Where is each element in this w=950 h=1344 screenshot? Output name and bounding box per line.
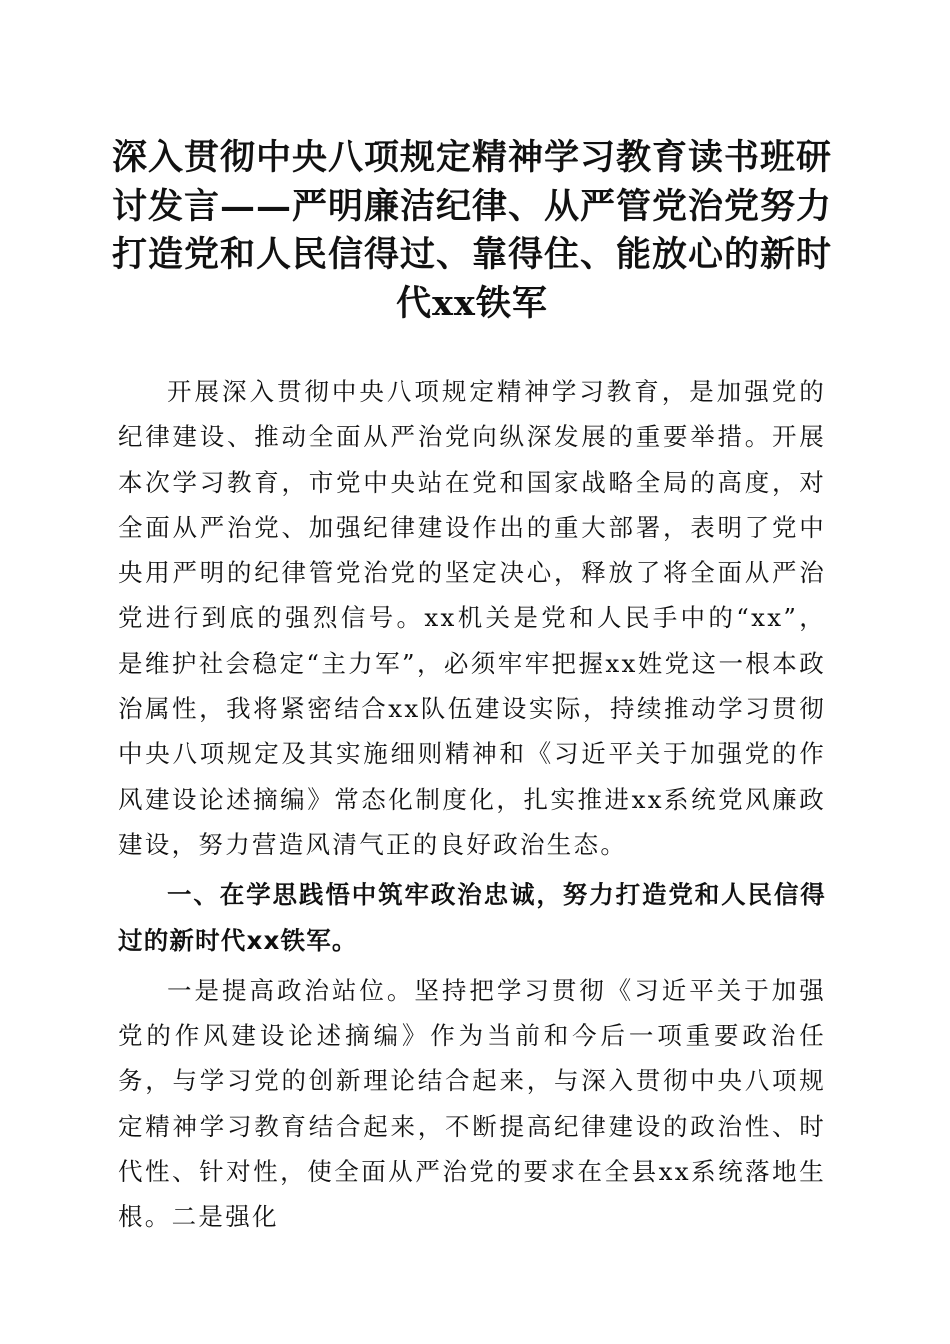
section-heading-1: 一、在学思践悟中筑牢政治忠诚，努力打造党和人民信得过的新时代xx铁军。 [118,880,826,955]
intro-paragraph: 开展深入贯彻中央八项规定精神学习教育，是加强党的纪律建设、推动全面从严治党向纵深发展的重要举措。开展本次学习教育，市党中央站在党和国家战略全局的高度，对全面从严治党、加强纪律建设作出的重大部署，表明了党中央用严明的纪律管党治党的坚定决心，释放了将全面从严治党进行到底的强烈信号。xx机关是党和人民手中的“xx”，是维护社会稳定“主力军”，必须牢牢把握xx姓党这一根本政治属性，我将紧密结合xx队伍建设实际，持续推动学习贯彻中央八项规定及其实施细则精神和《习近平关于加强党的作风建设论述摘编》常态化制度化，扎实推进xx系统党风廉政建设，努力营造风清气正的良好政治生态。 [118,377,826,859]
section-1-paragraph: 一是提高政治站位。坚持把学习贯彻《习近平关于加强党的作风建设论述摘编》作为当前和今后一项重要政治任务，与学习党的创新理论结合起来，与深入贯彻中央八项规定精神学习教育结合起来，不断提高纪律建设的政治性、时代性、针对性，使全面从严治党的要求在全县xx系统落地生根。二是强化 [118,975,826,1232]
document-title: 深入贯彻中央八项规定精神学习教育读书班研讨发言——严明廉洁纪律、从严管党治党努力打造党和人民信得过、靠得住、能放心的新时代xx铁军 [112,137,833,324]
document-body [118,369,826,1240]
